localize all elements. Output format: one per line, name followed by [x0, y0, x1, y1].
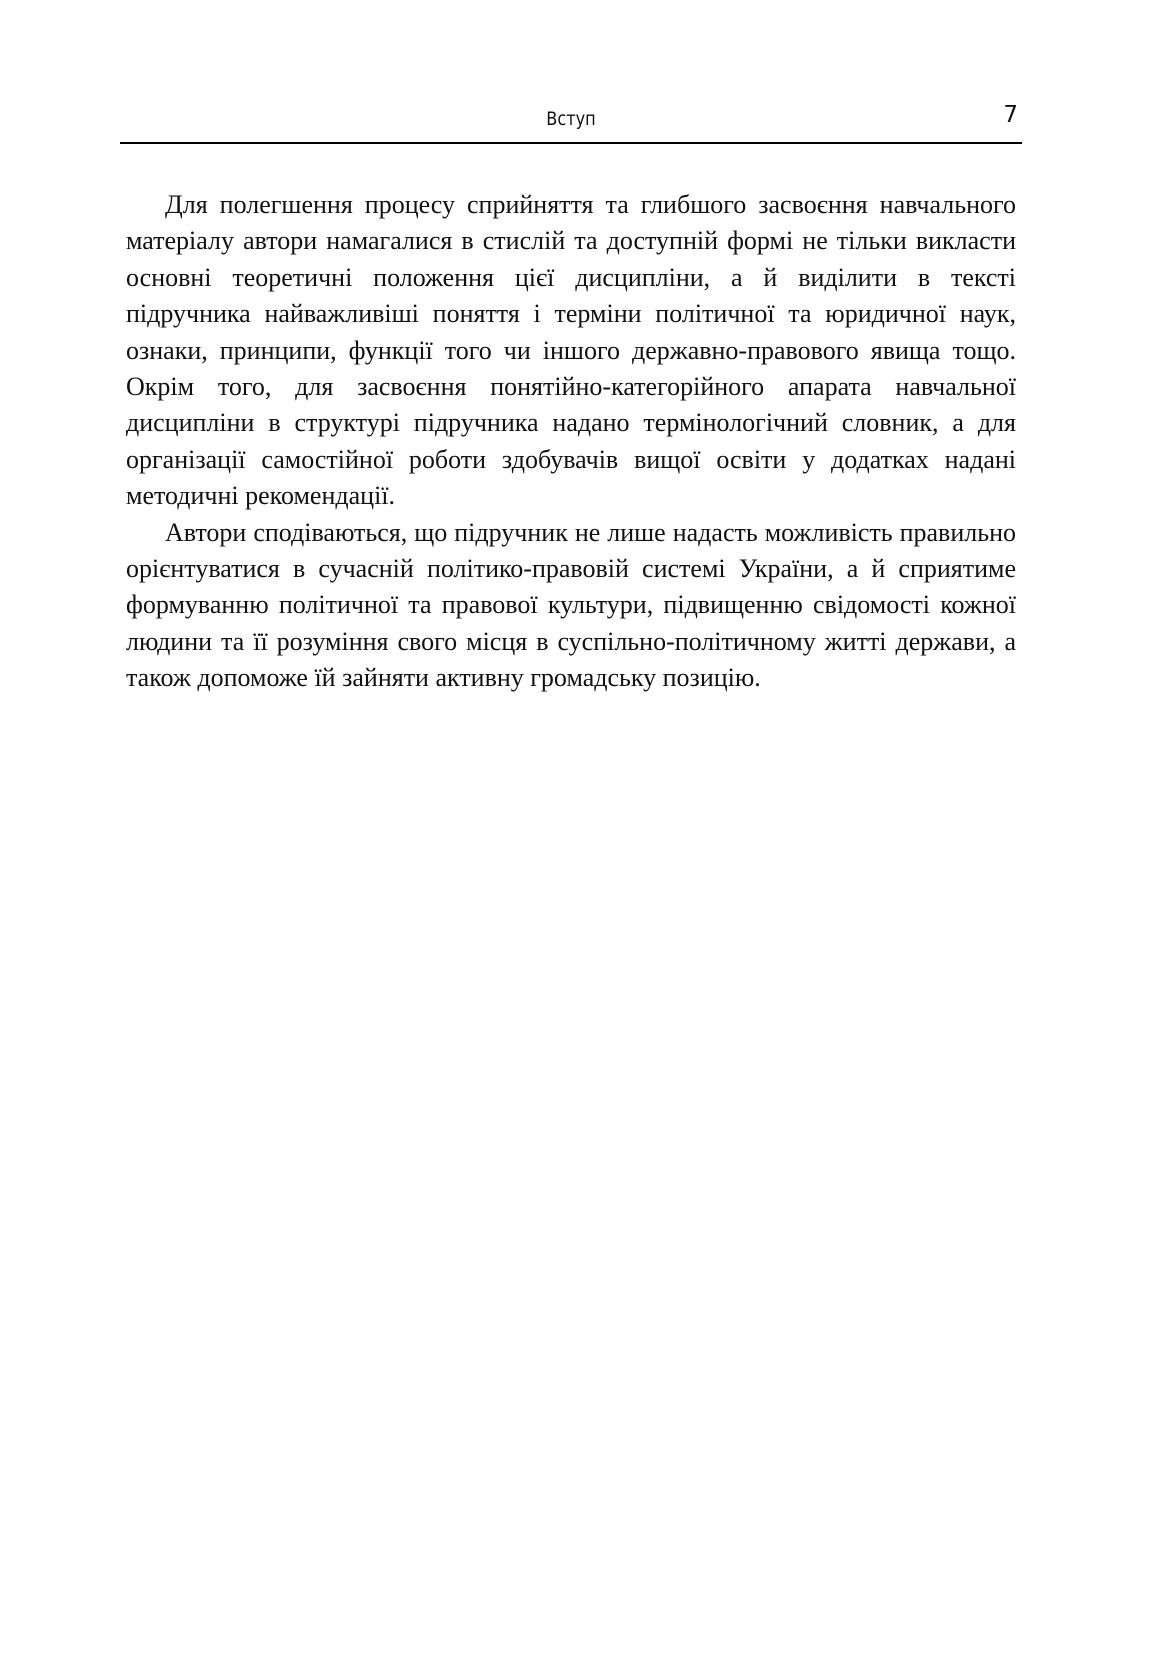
paragraph: Автори сподіваються, що підручник не лише надасть можливість правильно орієнтуватися в сучасній політико-правовій системі України, а й сприятиме формуванню політичної та правової культури, підвищенню свідомості кожної людини та її розуміння свого місця в суспільно-політичному житті держави, а також допоможе їй зайняти активну громадську позицію. [126, 517, 1016, 693]
section-title: Вступ [546, 108, 596, 130]
running-header [120, 96, 1022, 144]
body-text [126, 187, 1016, 697]
page-number: 7 [1003, 102, 1018, 128]
paragraph: Для полегшення процесу сприйняття та глибшого засвоєння навчального матеріалу автори намагалися в стислій та доступній формі не тільки викласти основні теоретичні положення цієї дисципліни, а й виділити в тексті підручника найважливіші поняття і терміни політичної та юридичної наук, ознаки, принципи, функції того чи іншого державно-правового явища тощо. Окрім того, для засвоєння понятійно-категорійного апарата навчальної дисципліни в структурі підручника надано термінологічний словник, а для організації самостійної роботи здобувачів вищої освіти у додатках надані методичні рекомендації. [126, 190, 1016, 511]
